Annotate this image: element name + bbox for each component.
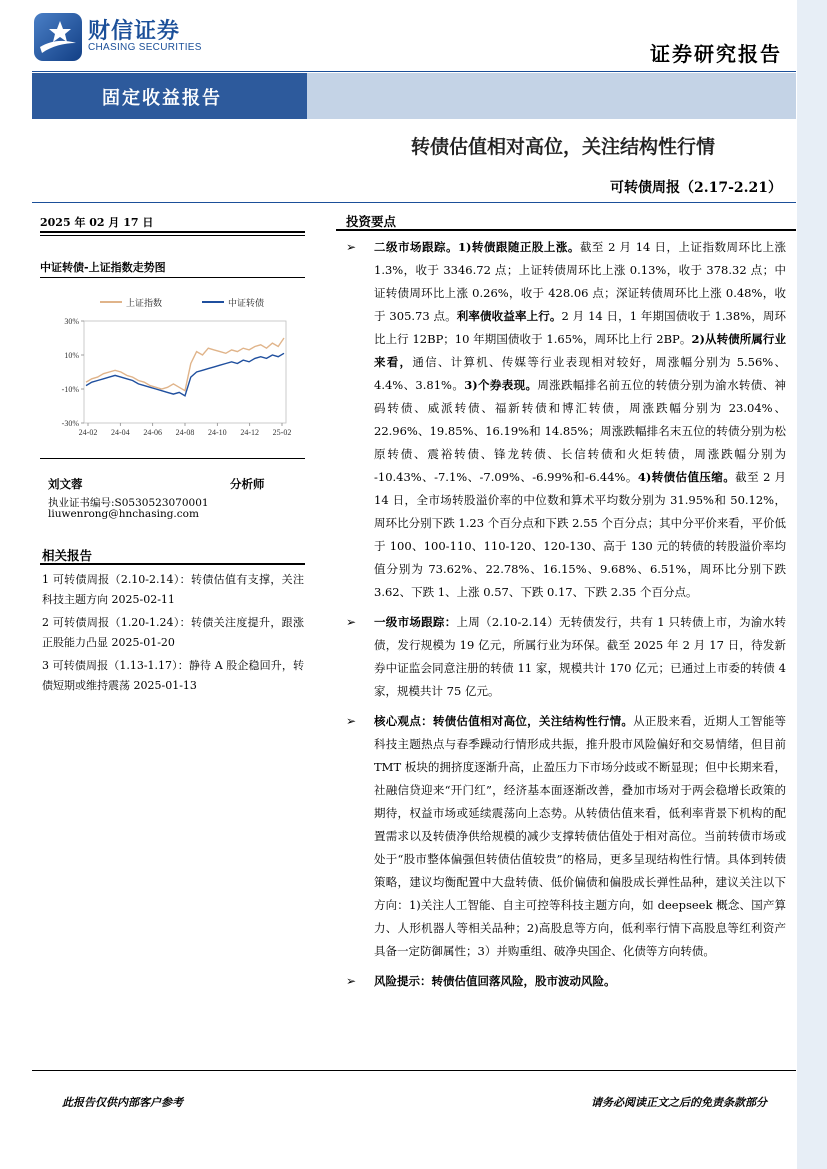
- footer-disclaimer-left: 此报告仅供内部客户参考: [62, 1096, 183, 1109]
- related-title: 相关报告: [42, 548, 93, 563]
- chart-title-rule: [40, 277, 305, 278]
- category-label: 固定收益报告: [102, 88, 222, 109]
- category-banner-tab: [32, 73, 307, 119]
- logo-text-cn: 财信证券: [88, 19, 181, 44]
- bullet-arrow-icon: ➢: [346, 714, 357, 728]
- date-rule: [40, 231, 305, 233]
- report-date: 2025 年 02 月 17 日: [40, 216, 154, 229]
- related-list: [42, 570, 304, 699]
- bullet-text: 3)个券表现。: [464, 378, 538, 392]
- bullet-text: 2 月 14 日，1 年期国债收于 1.38%，周环比上行 12BP；10 年期国债收于 1.65%，周环比上行 2BP。: [374, 309, 786, 346]
- document-subtitle: 可转债周报（2.17-2.21）: [609, 180, 782, 196]
- category-banner: [32, 73, 796, 119]
- date-rule-thin: [40, 235, 305, 236]
- bullet-core-view: [346, 710, 786, 963]
- chart-title: 中证转债-上证指数走势图: [40, 261, 166, 274]
- bullet-text: 截至 2 月 14 日，上证指数周环比上涨 1.3%，收于 3346.72 点；上证转债周环比上涨 0.13%，收于 378.32 点；中证转债周环比上涨 0.26%，收于 428.06 点；深证转债周环比上涨 0.48%，收于 305.73 点。: [374, 240, 786, 323]
- key-points-rule: [336, 229, 796, 231]
- related-rule: [40, 563, 305, 565]
- trend-chart-svg: [40, 287, 302, 447]
- bullet-arrow-icon: ➢: [346, 240, 357, 254]
- document-title: 转债估值相对高位，关注结构性行情: [410, 136, 715, 158]
- related-item[interactable]: 3 可转债周报（1.13-1.17）：静待 A 股企稳回升，转债短期或维持震荡 2025-01-13: [42, 659, 304, 692]
- y-tick-label: -10%: [61, 385, 79, 394]
- bullet-text: 核心观点：转债估值相对高位，关注结构性行情。: [374, 714, 634, 728]
- y-tick-label: 10%: [64, 351, 79, 360]
- y-tick-label: -30%: [61, 419, 79, 428]
- legend-label: 中证转债: [228, 299, 265, 309]
- x-tick-label: 24-08: [175, 428, 195, 437]
- x-tick-label: 24-04: [110, 428, 130, 437]
- related-item[interactable]: 2 可转债周报（1.20-1.24）：转债关注度提升，跟涨正股能力凸显 2025-01-20: [42, 616, 304, 649]
- bullet-text: 2)从转债所属行业来看，: [374, 332, 786, 369]
- footer-rule: [32, 1070, 796, 1071]
- footer-disclaimer-right[interactable]: 请务必阅读正文之后的免责条款部分: [591, 1096, 767, 1109]
- author-email[interactable]: liuwenrong@hnchasing.com: [48, 508, 199, 520]
- related-item[interactable]: 1 可转债周报（2.10-2.14）：转债估值有支撑，关注科技主题方向 2025-02-11: [42, 573, 304, 606]
- bullet-arrow-icon: ➢: [346, 615, 357, 629]
- company-logo-icon: [34, 13, 82, 61]
- bullet-arrow-icon: ➢: [346, 974, 357, 988]
- x-tick-label: 24-12: [240, 428, 260, 437]
- bullet-text: 二级市场跟踪。1)转债跟随正股上涨。: [374, 240, 580, 254]
- author-name: 刘文蓉: [48, 477, 83, 491]
- legend-label: 上证指数: [126, 299, 163, 309]
- x-tick-label: 24-10: [207, 428, 227, 437]
- bullet-risk: [346, 970, 786, 993]
- y-tick-label: 30%: [64, 317, 79, 326]
- bullet-text: 4)转债估值压缩。: [637, 470, 736, 484]
- series-line-sse: [86, 338, 284, 391]
- x-tick-label: 24-06: [143, 428, 163, 437]
- key-points: [346, 236, 786, 1000]
- bullet-primary-market: [346, 611, 786, 703]
- x-tick-label: 25-02: [272, 428, 292, 437]
- trend-chart: [40, 287, 302, 447]
- bullet-text: 通信、计算机、传媒等行业表现相对较好，周涨幅分别为 5.56%、4.4%、3.81%。: [374, 355, 787, 392]
- bullet-text: 利率债收益率上行。: [456, 309, 562, 323]
- bullet-text: 风险提示：转债估值回落风险，股市波动风险。: [374, 974, 616, 988]
- bullet-text: 上周（2.10-2.14）无转债发行，共有 1 只转债上市，为渝水转债，发行规模为 19 亿元，所属行业为环保。截至 2025 年 2 月 17 日，待发新券中证监会同意注册的转债 11 家，规模共计 170 亿元；已通过上市委的转债 4 家，规模共计 75 亿元。: [374, 615, 786, 698]
- bullet-text: 一级市场跟踪：: [374, 615, 457, 629]
- logo-text-en: CHASING SECURITIES: [88, 42, 202, 53]
- subtitle-rule: [32, 202, 796, 203]
- author-role: 分析师: [230, 477, 265, 491]
- top-rule: [32, 71, 796, 72]
- author-cert: 执业证书编号:S0530523070001: [48, 497, 209, 509]
- bullet-text: 截至 2 月 14 日，全市场转股溢价率的中位数和算术平均数分别为 31.95%和 50.12%，周环比分别下跌 1.23 个百分点和下跌 2.55 个百分点；其中分平价来看，平价低于 100、100-110、110-120、120-130、高于 130 元的转债的转股溢价率均值分别为 73.62%、22.78%、16.15%、9.68%、6.51%，周环比分别下跌 3.62、下跌 1、上涨 0.57、下跌 0.17、下跌 2.35 个百分点。: [374, 470, 786, 599]
- bullet-secondary-market: [346, 236, 786, 604]
- bullet-text: 周涨跌幅排名前五位的转债分别为渝水转债、神码转债、威派转债、福新转债和博汇转债，周涨跌幅分别为 23.04%、22.96%、19.85%、16.19%和 14.85%；周涨跌幅排名末五位的转债分别为松原转债、震裕转债、锋龙转债、长信转债和火炬转债，周涨跌幅分别为 -10.43%、-7.1%、-7.09%、-6.99%和-6.44%。: [374, 378, 787, 484]
- report-type: 证券研究报告: [650, 42, 782, 66]
- plot-frame: [84, 321, 286, 423]
- side-strip: [797, 0, 827, 1169]
- bullet-text: 从正股来看，近期人工智能等科技主题热点与春季躁动行情形成共振，推升股市风险偏好和交易情绪，但目前 TMT 板块的拥挤度逐渐升高，止盈压力下市场分歧或不断显现；但中长期来看，社融信贷迎来“开门红”，经济基本面逐渐改善，叠加市场对于两会稳增长政策的期待，权益市场或延续震荡向上态势。从转债估值来看，低利率背景下机构的配置需求以及转债净供给规模的减少支撑转债估值处于相对高位。当前转债市场或处于“股市整体偏强但转债估值较贵”的格局，更多呈现结构性行情。具体到转债策略，建议均衡配置中大盘转债、低价偏债和偏股成长弹性品种，建议关注以下方向：1)关注人工智能、自主可控等科技主题方向，如 deepseek 概念、国产算力、人形机器人等相关品种；2)高股息等方向，低利率行情下高股息等红利资产具备一定防御属性；3）并购重组、破净央国企、化债等方向转债。: [374, 714, 787, 958]
- key-points-title: 投资要点: [346, 214, 397, 229]
- x-tick-label: 24-02: [78, 428, 98, 437]
- chart-bottom-rule: [40, 458, 305, 459]
